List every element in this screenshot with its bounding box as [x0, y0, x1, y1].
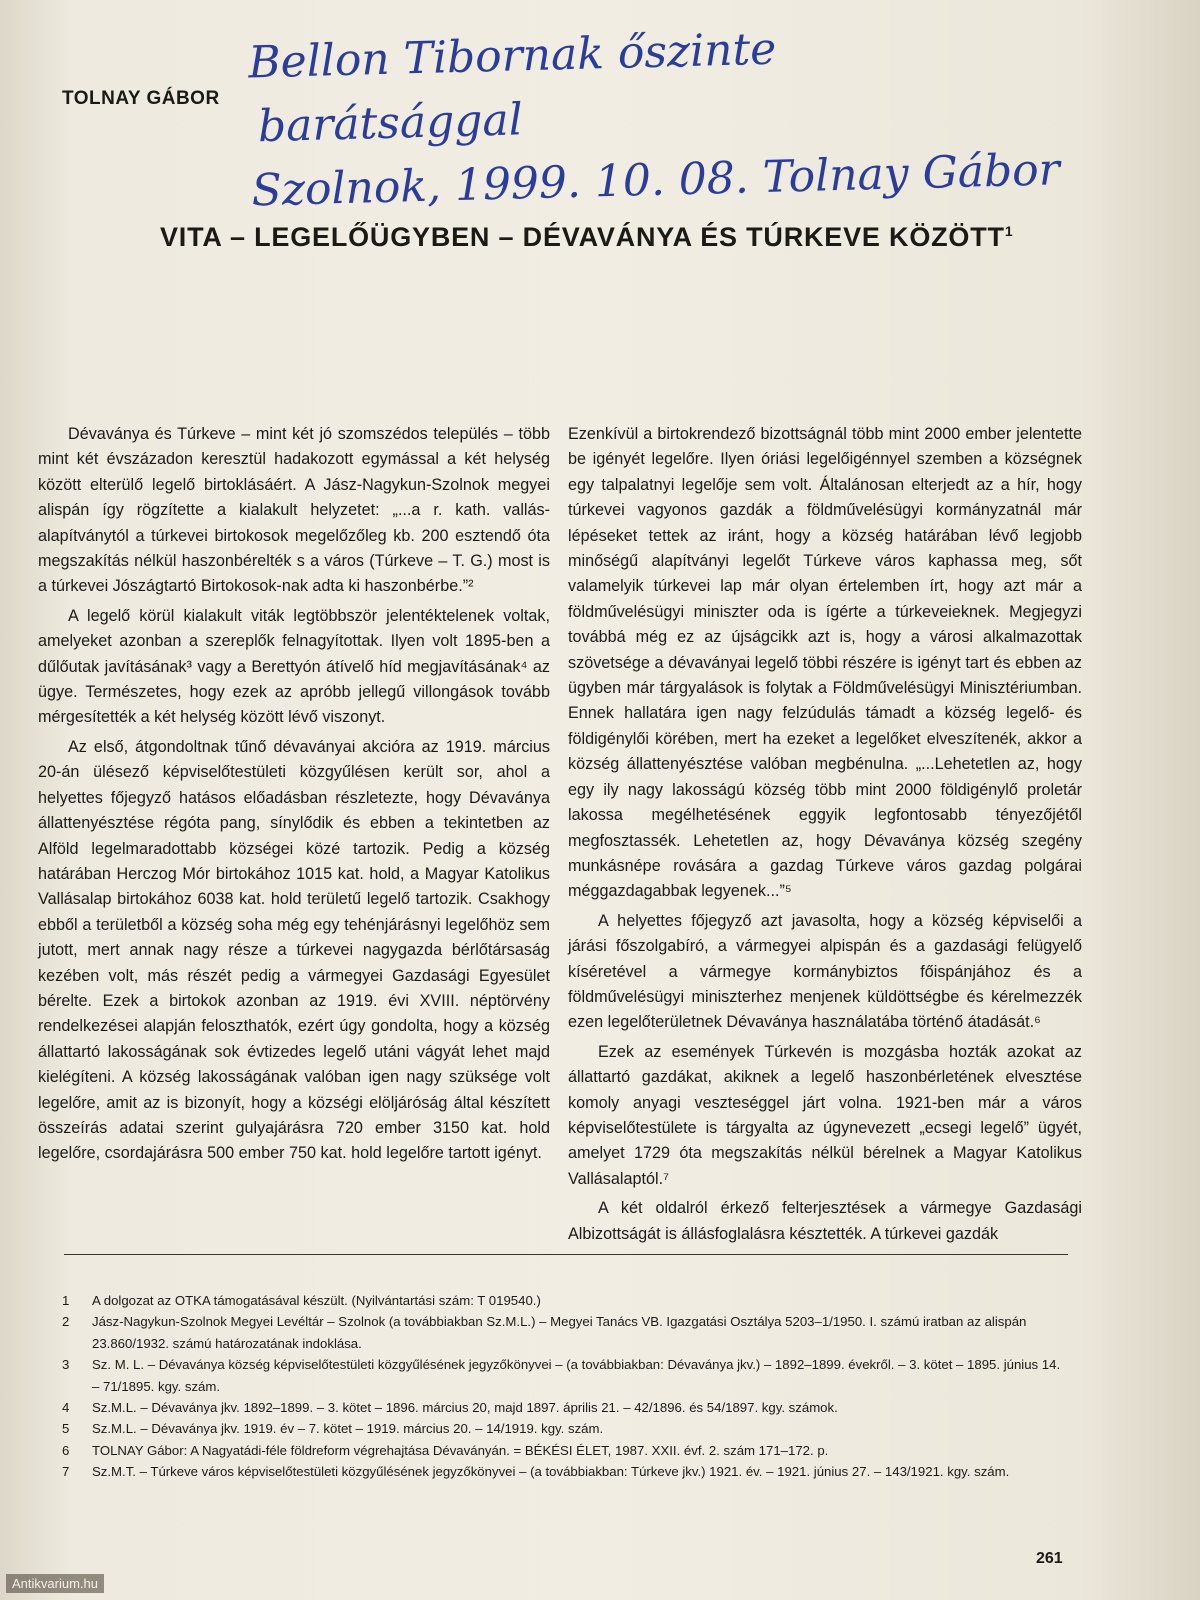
footnote-number: 5	[62, 1421, 70, 1437]
footnote-number: 3	[62, 1357, 70, 1373]
footnote	[58, 1440, 1068, 1461]
dedication-line-1: Bellon Tibornak őszinte	[247, 23, 777, 89]
dedication-line-2: barátsággal	[257, 94, 524, 153]
paragraph: Az első, átgondoltnak tűnő dévaványai akcióra az 1919. március 20-án ülésező képviselőtestületi közgyűlésen került sor, ahol a helyettes főjegyző hatásos előadásban részletezte, hogy Dévaványa állattenyésztése régóta pang, sínylődik és ebben a tekintetben az Alföld legelmaradottabb községei közé tartozik. Pedig a község határában Herczog Mór birtokához 1015 kat. hold, a Magyar Katolikus Vallásalap birtokához 6038 kat. hold területű legelő tartozik. Csakhogy ebből a területből a község soha még egy tehénjárásnyi legelőhöz sem jutott, mert annak nagy része a túrkevei nagygazda bérlőtársaság kezében volt, más részét pedig a vármegyei Gazdasági Egyesület bérelte. Ezek a birtokok azonban az 1919. évi XVIII. néptörvény rendelkezései alapján feloszthatók, ezért úgy gondolta, hogy a község állattartó lakosságának sok évtizedes legelő utáni vágyát lehet majd kielégíteni. A község lakosságának valóban igen nagy szüksége volt legelőre, amit az is bizonyít, hogy a községi elöljáróság által készített összeírás adatai szerint gulyajárásra 720 ember 3150 kat. hold legelőre, csordajárásra 500 ember 750 kat. hold legelőre tartott igényt.	[38, 737, 550, 1163]
left-column	[38, 422, 550, 1167]
footnote-text: A dolgozat az OTKA támogatásával készült. (Nyilvántartási szám: T 019540.)	[92, 1293, 541, 1308]
footnote-text: Jász-Nagykun-Szolnok Megyei Levéltár – Szolnok (a továbbiakban Sz.M.L.) – Megyei Tanács VB. Igazgatási Osztálya 5203–1/1950. I. számú iratban az alispán 23.860/1932. számú határozatának indoklása.	[92, 1314, 1027, 1351]
paragraph: Ezenkívül a birtokrendező bizottságnál több mint 2000 ember jelentette be igényét legelőre. Ilyen óriási legelőigénnyel szemben a községnek egy talpalatnyi legelője sem volt. Általánosan elterjedt az a hír, hogy túrkevei vagyonos gazdák a földművelésügyi kormányzatnál már lépéseket tettek az iránt, hogy a község határában lévő legjobb minőségű alapítványi legelőt Túrkeve város kaphassa meg, sőt valamelyik túrkevei lap már olyan értelemben írt, hogy azt már a földművelésügyi miniszter oda is ígérte a túrkeveieknek. Megjegyzi továbbá még ez az újságcikk azt is, hogy a városi alkalmazottak szövetsége a dévaványai legelő többi részére is igényt tart és ebben az ügyben már tárgyalások is folytak a Földművelésügyi Minisztériumban. Ennek hallatára igen nagy felzúdulás támadt a község legelő- és földigénylői körében, mert ha ezeket a legelőket elveszítenék, akkor a község állattenyésztése valóban megbénulna. „...Lehetetlen az, hogy egy ily nagy lakosságú község több mint 2000 földigénylő proletár lakossa megélhetésének eggyik legfontosabb tényezőjétől megfosztassék. Lehetetlen az, hogy Dévaványa község szegény munkásnépe rovására a gazdag Túrkeve város gazdag polgárai méggazdagabbak legyenek...”⁵	[568, 425, 1082, 901]
paragraph: Ezek az események Túrkevén is mozgásba hozták azokat az állattartó gazdákat, akiknek a legelő haszonbérletének elvesztése komoly anyagi veszteséggel járt volna. 1921-ben már a város képviselőtestülete is tárgyalta az úgynevezett „ecsegi legelő” ügyét, amelyet 1729 óta megszakítás nélkül bérelnek a Magyar Katolikus Vallásalaptól.⁷	[568, 1042, 1082, 1188]
footnote-text: Sz.M.L. – Dévaványa jkv. 1919. év – 7. kötet – 1919. március 20. – 14/1919. kgy. szám.	[92, 1421, 604, 1437]
author-name: TOLNAY GÁBOR	[62, 88, 220, 109]
footnote-number: 2	[62, 1314, 70, 1330]
footnote-number: 1	[62, 1293, 70, 1308]
footnote-number: 7	[62, 1464, 70, 1480]
footnote-number: 6	[62, 1442, 70, 1458]
footnote-number: 4	[62, 1400, 70, 1416]
site-watermark: Antikvarium.hu	[6, 1574, 104, 1593]
footnote-text: Sz.M.T. – Túrkeve város képviselőtestületi közgyűlésének jegyzőkönyvei – (a továbbiakban: Túrkeve jkv.) 1921. év. – 1921. június 27. – 143/1921. kgy. szám.	[92, 1464, 1010, 1480]
right-column	[568, 422, 1082, 1247]
paragraph: A legelő körül kialakult viták legtöbbször jelentéktelenek voltak, amelyeket azonban a szereplők felnagyítottak. Ilyen volt 1895-ben a dűlőutak javításának³ vagy a Berettyón átívelő híd megjavításának⁴ az ügye. Természetes, hogy ezek az apróbb jellegű villongások tovább mérgesítették a két helység között lévő viszonyt.	[38, 606, 550, 727]
footnote	[58, 1290, 1068, 1311]
footnote	[58, 1397, 1068, 1418]
footnote	[58, 1418, 1068, 1439]
footnote	[58, 1461, 1068, 1482]
paragraph: Dévaványa és Túrkeve – mint két jó szomszédos település – több mint két évszázadon keresztül hadakozott egymással a két helység között elterülő legelő birtoklásáért. A Jász-Nagykun-Szolnok megyei alispán így rögzítette a kialakult helyzetet: „...a r. kath. vallás-alapítványtól a túrkevei birtokosok megelőzőleg kb. 200 esztendő óta megszakítás nélkül haszonbérelték s a város (Túrkeve – T. G.) most is a túrkevei Jószágtartó Birtokosok-nak adta ki haszonbérbe.”²	[38, 425, 550, 596]
footnote-divider	[64, 1254, 1068, 1255]
footnote-text: TOLNAY Gábor: A Nagyatádi-féle földreform végrehajtása Dévaványán. = BÉKÉSI ÉLET, 1987. XXII. évf. 2. szám 171–172. p.	[92, 1442, 829, 1458]
article-title-text: VITA – LEGELŐÜGYBEN – DÉVAVÁNYA ÉS TÚRKEVE KÖZÖTT	[160, 222, 1005, 252]
title-footnote-ref: 1	[1004, 223, 1014, 239]
paragraph: A helyettes főjegyző azt javasolta, hogy a község képviselői a járási főszolgabíró, a vármegyei alpispán és a gazdasági felügyelő kíséretével a vármegye kormánybiztos főispánjához és a földművelésügyi miniszterhez menjenek küldöttségbe és kérelmezzék ezen legelőterületnek Dévaványa használatába történő átadását.⁶	[568, 911, 1082, 1032]
page-number: 261	[1036, 1550, 1063, 1567]
article-title	[160, 222, 1013, 253]
handwritten-dedication	[247, 13, 1061, 232]
footnote-text: Sz.M.L. – Dévaványa jkv. 1892–1899. – 3. kötet – 1896. március 20, majd 1897. április 21. – 42/1896. és 54/1897. kgy. számok.	[92, 1400, 838, 1416]
paragraph: A két oldalról érkező felterjesztések a vármegye Gazdasági Albizottságát is állásfoglalásra késztették. A túrkevei gazdák	[568, 1199, 1082, 1243]
footnote	[58, 1311, 1068, 1354]
footnotes	[58, 1290, 1068, 1483]
dedication-line-3: Szolnok, 1999. 10. 08. Tolnay Gábor	[251, 144, 1061, 217]
footnote	[58, 1354, 1068, 1397]
footnote-text: Sz. M. L. – Dévaványa község képviselőtestületi közgyűlésének jegyzőkönyvei – (a továbbiakban: Dévaványa jkv.) – 1892–1899. évekről. – 3. kötet – 1895. június 14. – 71/1895. kgy. szám.	[92, 1357, 1061, 1394]
